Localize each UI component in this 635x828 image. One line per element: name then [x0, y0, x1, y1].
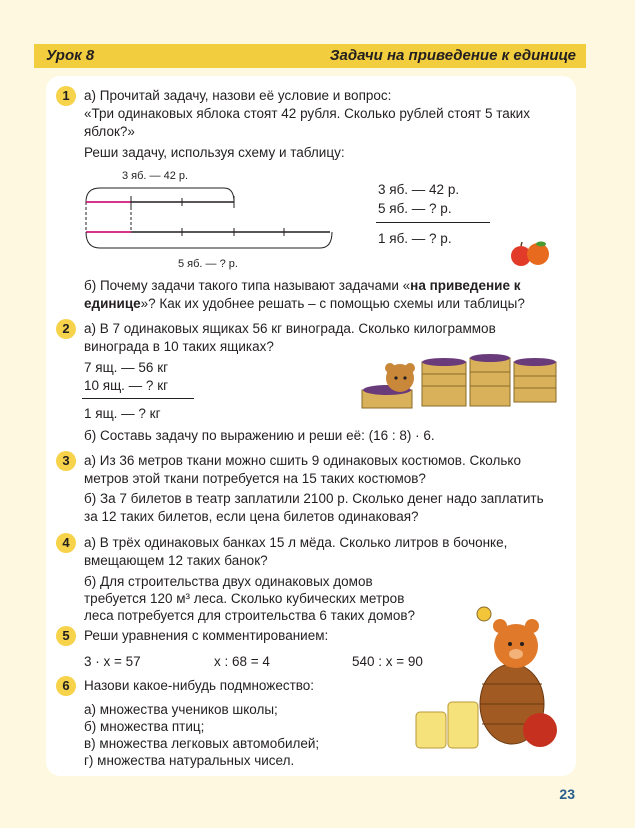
exercise-number-5: 5	[56, 626, 76, 646]
ex5-equation-2: x : 68 = 4	[214, 654, 270, 669]
ex5-line1: Реши уравнения с комментированием:	[84, 628, 329, 643]
ex4-b-line1: б) Для строительства двух одинаковых домов	[84, 574, 373, 589]
ex4-a-line2: вмещающем 12 таких банок?	[84, 553, 268, 568]
ex5-equation-1: 3 · x = 57	[84, 654, 141, 669]
exercise-number-2: 2	[56, 319, 76, 339]
ex6-item: а) множества учеников школы;	[84, 702, 278, 717]
ex6-line1: Назови какое-нибудь подмножество:	[84, 678, 315, 693]
ex2-b-line: б) Составь задачу по выражению и реши её: (16 : 8) · 6.	[84, 428, 435, 443]
ex2-table-row3: 1 ящ. — ? кг	[84, 406, 161, 421]
ex2-table-row1: 7 ящ. — 56 кг	[84, 360, 169, 375]
ex3-b-line2: за 12 таких билетов, если цена билетов одинаковая?	[84, 509, 419, 524]
ex6-item: б) множества птиц;	[84, 719, 205, 734]
exercise-number-1: 1	[56, 86, 76, 106]
ex2-a-line1: а) В 7 одинаковых ящиках 56 кг винограда. Сколько килограммов	[84, 321, 496, 336]
ex1-a-line2: «Три одинаковых яблока стоят 42 рубля. Сколько рублей стоят 5 таких	[84, 106, 530, 121]
apples-illustration	[508, 240, 552, 270]
ex1-table-row1: 3 яб. — 42 р.	[378, 182, 460, 197]
ex1-table-row3: 1 яб. — ? р.	[378, 231, 452, 246]
scheme-top-label: 3 яб. — 42 р.	[122, 170, 189, 182]
bear-with-grape-boxes-illustration	[352, 352, 562, 414]
lesson-number: Урок 8	[46, 47, 95, 64]
ex1-a-line3: яблок?»	[84, 124, 135, 139]
ex1-a-line4: Реши задачу, используя схему и таблицу:	[84, 145, 345, 160]
ex1-a-line1: а) Прочитай задачу, назови её условие и вопрос:	[84, 88, 392, 103]
ex3-a-line1: а) Из 36 метров ткани можно сшить 9 одинаковых костюмов. Сколько	[84, 453, 521, 468]
ex6-item: в) множества легковых автомобилей;	[84, 736, 320, 751]
ex4-b-line2: требуется 120 м³ леса. Сколько кубических метров	[84, 591, 405, 606]
exercise-number-6: 6	[56, 676, 76, 696]
ex4-b-line3: леса потребуется для строительства 6 таких домов?	[84, 608, 416, 623]
lesson-topic: Задачи на приведение к единице	[329, 47, 576, 64]
exercise-number-3: 3	[56, 451, 76, 471]
page-number: 23	[559, 786, 575, 802]
ex2-table-divider	[82, 398, 194, 399]
ex3-b-line1: б) За 7 билетов в театр заплатили 2100 р. Сколько денег надо заплатить	[84, 491, 544, 506]
ex1-b-line1: б) Почему задачи такого типа называют задачами «на приведение к	[84, 278, 521, 293]
ex1-b-line2: единице»? Как их удобнее решать – с помощью схемы или таблицы?	[84, 296, 525, 311]
segment-scheme	[84, 182, 344, 252]
ex5-equation-3: 540 : x = 90	[352, 654, 423, 669]
lesson-header	[34, 44, 586, 68]
ex6-item: г) множества натуральных чисел.	[84, 753, 295, 768]
ex1-table-row2: 5 яб. — ? р.	[378, 201, 452, 216]
ex1-table-divider	[376, 222, 490, 223]
bear-with-honey-illustration	[412, 594, 558, 754]
exercise-number-4: 4	[56, 533, 76, 553]
ex3-a-line2: метров этой ткани потребуется на 15 таких костюмов?	[84, 471, 426, 486]
scheme-bottom-label: 5 яб. — ? р.	[178, 258, 238, 270]
ex2-table-row2: 10 ящ. — ? кг	[84, 378, 169, 393]
ex2-a-line2: винограда в 10 таких ящиках?	[84, 339, 274, 354]
ex4-a-line1: а) В трёх одинаковых банках 15 л мёда. Сколько литров в бочонке,	[84, 535, 508, 550]
